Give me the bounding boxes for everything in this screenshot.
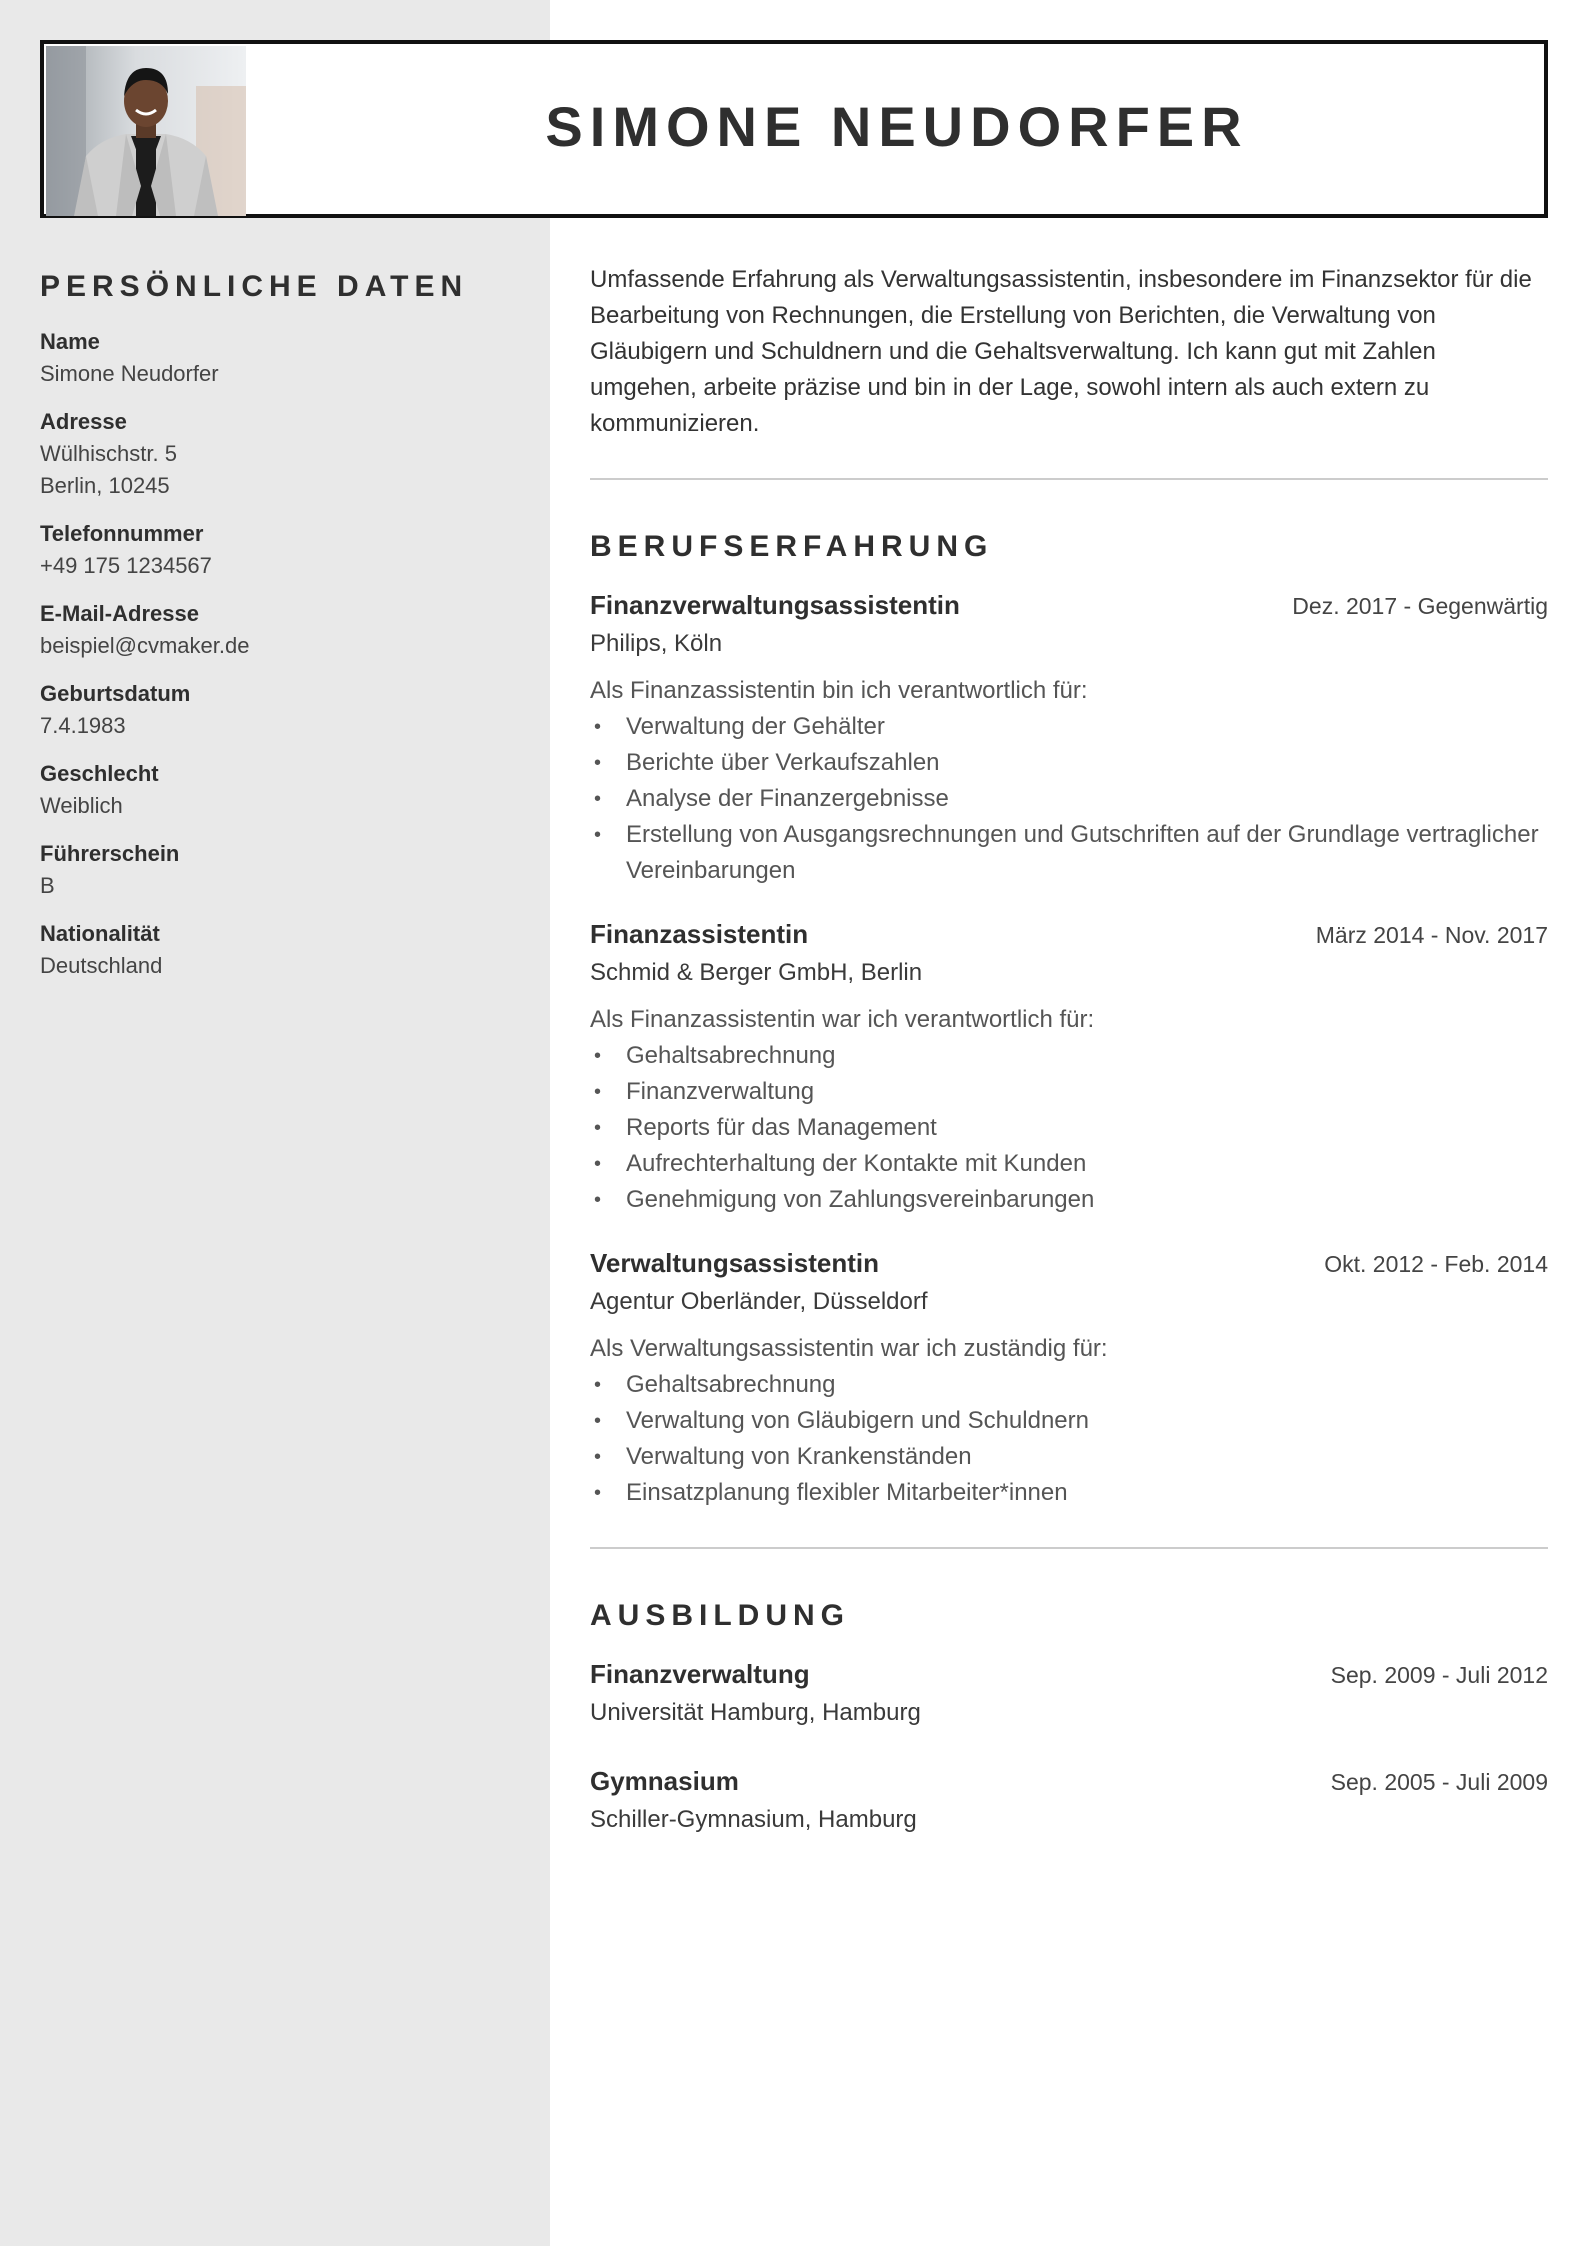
bullet-text: Verwaltung von Krankenständen xyxy=(626,1443,972,1470)
job-intro: Als Finanzassistentin bin ich verantwortlich für: xyxy=(590,677,1088,704)
personal-field-email xyxy=(40,598,520,662)
bullet-icon: • xyxy=(594,1153,602,1175)
bullet-icon: • xyxy=(594,716,602,738)
job-company: Agentur Oberländer, Düsseldorf xyxy=(590,1288,928,1315)
field-label: Geburtsdatum xyxy=(40,681,191,706)
field-value: Berlin, 10245 xyxy=(40,473,170,498)
field-value: Weiblich xyxy=(40,793,123,818)
education-title: AUSBILDUNG xyxy=(590,1599,850,1632)
field-value: 7.4.1983 xyxy=(40,713,126,738)
job-date: Dez. 2017 - Gegenwärtig xyxy=(1292,593,1548,619)
field-value: beispiel@cvmaker.de xyxy=(40,633,250,658)
job-bullet xyxy=(590,1038,1548,1074)
bullet-icon: • xyxy=(594,788,602,810)
job-bullet xyxy=(590,745,1548,781)
job-title: Finanzassistentin xyxy=(590,919,809,949)
bullet-icon: • xyxy=(594,1081,602,1103)
field-label: Telefonnummer xyxy=(40,521,204,546)
personal-field-nationality xyxy=(40,918,520,982)
personal-field-license xyxy=(40,838,520,902)
job-bullet xyxy=(590,1182,1548,1218)
field-value: B xyxy=(40,873,55,898)
bullet-icon: • xyxy=(594,824,602,846)
experience-item xyxy=(590,1244,1548,1511)
job-bullet xyxy=(590,781,1548,817)
divider xyxy=(590,478,1548,480)
education-header xyxy=(590,1655,1548,1694)
job-company: Schmid & Berger GmbH, Berlin xyxy=(590,959,923,986)
personal-field-gender xyxy=(40,758,520,822)
job-bullet xyxy=(590,1074,1548,1110)
main-content xyxy=(590,262,1548,1869)
personal-data-title: PERSÖNLICHE DATEN xyxy=(40,270,469,303)
divider xyxy=(590,1547,1548,1549)
bullet-text: Aufrechterhaltung der Kontakte mit Kunden xyxy=(626,1150,1087,1177)
job-header xyxy=(590,915,1548,954)
bullet-text: Finanzverwaltung xyxy=(626,1078,815,1105)
experience-item xyxy=(590,586,1548,889)
job-title: Verwaltungsassistentin xyxy=(590,1248,879,1278)
bullet-text: Berichte über Verkaufszahlen xyxy=(626,749,940,776)
summary-text: Umfassende Erfahrung als Verwaltungsassistentin, insbesondere im Finanzsektor für die Bearbeitung von Rechnungen, die Erstellung von Berichten, die Verwaltung von Gläubigern und Schuldnern und die Gehaltsverwaltung. Ich kann gut mit Zahlen umgehen, arbeite präzise und bin in der Lage, sowohl intern als auch extern zu kommunizieren. xyxy=(590,266,1532,437)
job-bullet xyxy=(590,1110,1548,1146)
job-intro: Als Verwaltungsassistentin war ich zuständig für: xyxy=(590,1335,1108,1362)
job-bullet xyxy=(590,1146,1548,1182)
bullet-icon: • xyxy=(594,1374,602,1396)
field-label: E-Mail-Adresse xyxy=(40,601,199,626)
education-school: Universität Hamburg, Hamburg xyxy=(590,1699,921,1726)
bullet-icon: • xyxy=(594,1482,602,1504)
job-bullet xyxy=(590,1403,1548,1439)
field-value: Deutschland xyxy=(40,953,163,978)
header-name: SIMONE NEUDORFER xyxy=(545,95,1249,158)
education-date: Sep. 2005 - Juli 2009 xyxy=(1330,1769,1548,1795)
education-header xyxy=(590,1762,1548,1801)
field-value: Wülhischstr. 5 xyxy=(40,441,177,466)
bullet-icon: • xyxy=(594,1446,602,1468)
bullet-text: Verwaltung von Gläubigern und Schuldnern xyxy=(626,1407,1089,1434)
field-label: Geschlecht xyxy=(40,761,159,786)
bullet-icon: • xyxy=(594,1045,602,1067)
education-school: Schiller-Gymnasium, Hamburg xyxy=(590,1806,917,1833)
bullet-icon: • xyxy=(594,1189,602,1211)
job-bullet-list xyxy=(590,709,1548,889)
bullet-text: Reports für das Management xyxy=(626,1114,937,1141)
job-bullet xyxy=(590,1367,1548,1403)
personal-field-phone xyxy=(40,518,520,582)
job-bullet xyxy=(590,817,1548,889)
job-header xyxy=(590,1244,1548,1283)
bullet-text: Einsatzplanung flexibler Mitarbeiter*innen xyxy=(626,1479,1068,1506)
job-bullet xyxy=(590,1439,1548,1475)
job-company: Philips, Köln xyxy=(590,630,723,657)
header xyxy=(40,40,1548,218)
experience-title: BERUFSERFAHRUNG xyxy=(590,530,994,563)
bullet-text: Gehaltsabrechnung xyxy=(626,1371,836,1398)
job-header xyxy=(590,586,1548,625)
field-label: Führerschein xyxy=(40,841,180,866)
bullet-text: Verwaltung der Gehälter xyxy=(626,713,885,740)
job-title: Finanzverwaltungsassistentin xyxy=(590,590,960,620)
education-item xyxy=(590,1762,1548,1839)
education-title-text: Gymnasium xyxy=(590,1766,739,1796)
field-label: Name xyxy=(40,329,100,354)
job-intro: Als Finanzassistentin war ich verantwortlich für: xyxy=(590,1006,1095,1033)
profile-photo xyxy=(46,46,246,216)
job-bullet xyxy=(590,1475,1548,1511)
job-bullet-list xyxy=(590,1367,1548,1511)
bullet-text: Erstellung von Ausgangsrechnungen und Gutschriften auf der Grundlage vertraglicher Vereinbarungen xyxy=(626,821,1539,884)
bullet-text: Analyse der Finanzergebnisse xyxy=(626,785,949,812)
personal-data-section xyxy=(40,270,520,998)
field-value: Simone Neudorfer xyxy=(40,361,219,386)
bullet-icon: • xyxy=(594,1410,602,1432)
education-item xyxy=(590,1655,1548,1732)
education-date: Sep. 2009 - Juli 2012 xyxy=(1330,1662,1548,1688)
job-date: Okt. 2012 - Feb. 2014 xyxy=(1324,1251,1548,1277)
job-date: März 2014 - Nov. 2017 xyxy=(1315,922,1548,948)
bullet-icon: • xyxy=(594,1117,602,1139)
field-value: +49 175 1234567 xyxy=(40,553,212,578)
experience-item xyxy=(590,915,1548,1218)
personal-field-birthdate xyxy=(40,678,520,742)
bullet-text: Gehaltsabrechnung xyxy=(626,1042,836,1069)
education-title-text: Finanzverwaltung xyxy=(590,1659,810,1689)
bullet-text: Genehmigung von Zahlungsvereinbarungen xyxy=(626,1186,1095,1213)
personal-field-address xyxy=(40,406,520,502)
job-bullet-list xyxy=(590,1038,1548,1218)
field-label: Adresse xyxy=(40,409,127,434)
personal-field-name xyxy=(40,326,520,390)
bullet-icon: • xyxy=(594,752,602,774)
job-bullet xyxy=(590,709,1548,745)
field-label: Nationalität xyxy=(40,921,160,946)
